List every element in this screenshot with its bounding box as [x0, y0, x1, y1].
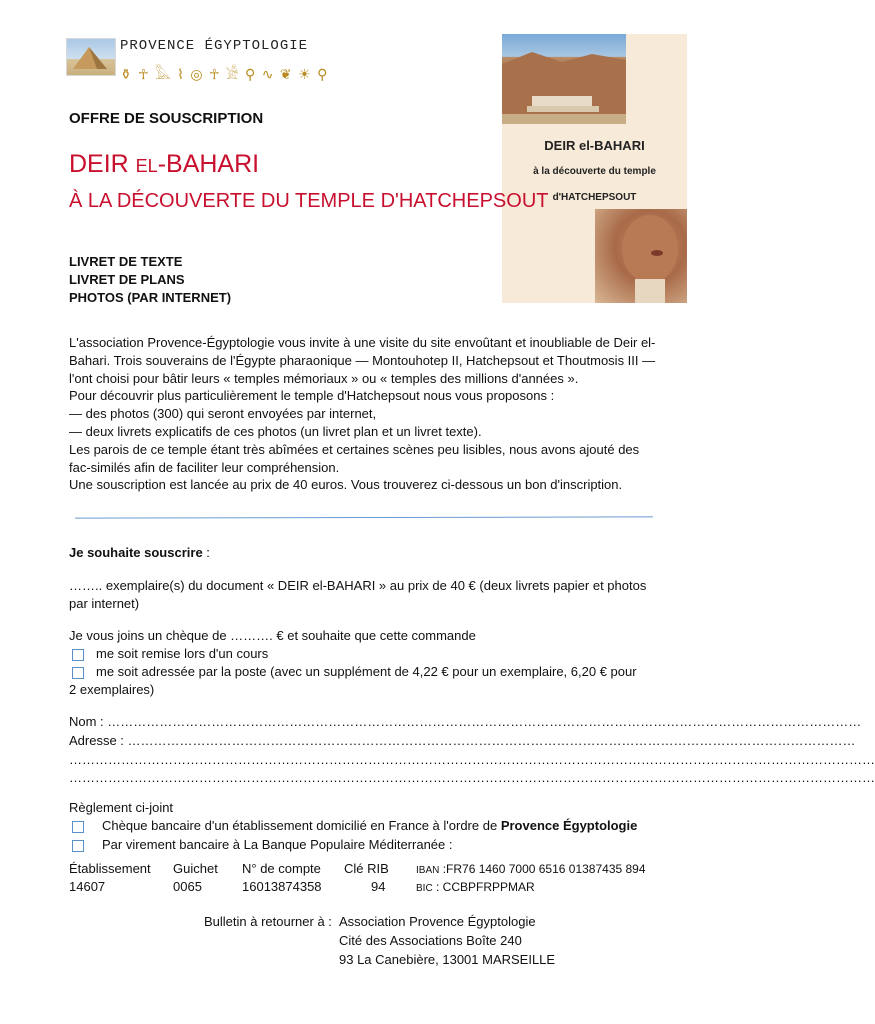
pay-cheque-payee: Provence Égyptologie	[500, 818, 638, 833]
pay-cheque-checkbox[interactable]	[72, 821, 84, 833]
return-address-3: 93 La Canebière, 13001 MARSEILLE	[339, 952, 556, 967]
pay-transfer-label: Par virement bancaire à La Banque Populaire Méditerranée :	[102, 837, 453, 852]
offer-items	[69, 253, 231, 307]
offer-item: PHOTOS (PAR INTERNET)	[69, 290, 232, 305]
cover-subtitle: à la découverte du temple	[533, 166, 656, 177]
iban-value: :FR76 1460 7000 6516 01387435 894	[442, 862, 646, 876]
offer-label: OFFRE DE SOUSCRIPTION	[69, 110, 264, 127]
option-post-row[interactable]	[72, 664, 637, 679]
address-line-2-field[interactable]: ……………………………………………………………………………………………………………………………………………………………………	[69, 752, 875, 767]
offer-item: LIVRET DE PLANS	[69, 272, 185, 287]
bank-value-etablissement: 14607	[69, 879, 106, 894]
bank-header-etablissement: Établissement	[69, 861, 151, 876]
pay-cheque-row[interactable]	[72, 818, 637, 833]
bank-value-compte: 16013874358	[242, 879, 322, 894]
address-field[interactable]: Adresse : ……………………………………………………………………………………………………………………………………………………	[69, 733, 856, 748]
booklet-cover-image	[502, 34, 687, 303]
name-field[interactable]: Nom : …………………………………………………………………………………………………………………………………………………………	[69, 714, 862, 729]
option-post-label: me soit adressée par la poste (avec un supplément de 4,22 € pour un exemplaire, 6,20 € pour	[96, 664, 637, 679]
offer-item: LIVRET DE TEXTE	[69, 254, 183, 269]
pay-cheque-label: Chèque bancaire d'un établissement domicilié en France à l'ordre de	[102, 818, 501, 833]
bank-value-rib: 94	[371, 879, 386, 894]
copies-field[interactable]: …….. exemplaire(s) du document « DEIR el-BAHARI » au prix de 40 € (deux livrets papier et photos par internet)	[69, 578, 647, 611]
paragraph: — deux livrets explicatifs de ces photos (un livret plan et un livret texte).	[69, 423, 482, 439]
bic	[416, 880, 535, 894]
paragraph: Une souscription est lancée au prix de 40 euros. Vous trouverez ci-dessous un bon d'inscription.	[69, 477, 623, 493]
option-pickup-label: me soit remise lors d'un cours	[96, 646, 269, 661]
org-name: PROVENCE ÉGYPTOLOGIE	[120, 38, 309, 54]
bic-label: BIC	[416, 883, 433, 894]
option-pickup-row[interactable]	[72, 646, 268, 661]
bank-value-guichet: 0065	[173, 879, 202, 894]
option-post-checkbox[interactable]	[72, 667, 84, 679]
cover-title: DEIR el-BAHARI	[544, 138, 645, 153]
bank-header-guichet: Guichet	[173, 861, 218, 876]
temple-photo	[502, 34, 626, 124]
bank-header-compte: N° de compte	[242, 861, 321, 876]
subscribe-colon: :	[202, 545, 210, 560]
subscribe-label: Je souhaite souscrire	[69, 545, 203, 560]
bic-value: : CCBPFRPPMAR	[436, 880, 535, 894]
offer-title: DEIR el-BAHARI	[69, 150, 260, 178]
pay-transfer-row[interactable]	[72, 837, 453, 852]
bank-header-rib: Clé RIB	[344, 861, 389, 876]
return-prefix: Bulletin à retourner à :	[204, 914, 332, 929]
paragraph: — des photos (300) qui seront envoyées par internet,	[69, 406, 377, 422]
option-pickup-checkbox[interactable]	[72, 649, 84, 661]
return-address-2: Cité des Associations Boîte 240	[339, 933, 522, 948]
cover-subtitle-2: d'HATCHEPSOUT	[552, 192, 637, 203]
cheque-amount-field[interactable]: Je vous joins un chèque de ………. € et souhaite que cette commande	[69, 628, 476, 643]
hieroglyph-strip: ⚱ ☥ 𓅓 ⌇ ◎ ☥ 𓀀 ⚲ ∿ ❦ ☀ ⚲	[120, 67, 329, 83]
statue-photo	[595, 209, 687, 303]
pay-transfer-checkbox[interactable]	[72, 840, 84, 852]
pyramid-logo-image	[66, 38, 116, 76]
paragraph: L'association Provence-Égyptologie vous invite à une visite du site envoûtant et inoubliable de Deir el-Bahari. Trois souverains de l'Égypte pharaonique — Montouhotep II, Hatchepsout et Thoutmosis III — l'ont choisi pour bâtir leurs « temples mémoriaux » ou « temples des millions d'années ».	[69, 335, 656, 386]
payment-heading: Règlement ci-joint	[69, 800, 174, 815]
divider	[75, 516, 653, 518]
offer-subtitle: À LA DÉCOUVERTE DU TEMPLE D'HATCHEPSOUT	[69, 190, 549, 212]
paragraph: Pour découvrir plus particulièrement le temple d'Hatchepsout nous vous proposons :	[69, 388, 555, 404]
subscribe-heading	[69, 545, 210, 560]
return-address-1: Association Provence Égyptologie	[339, 914, 536, 929]
paragraph: Les parois de ce temple étant très abîmées et certaines scènes peu lisibles, nous avons ajouté des fac-similés afin de faciliter leur compréhension.	[69, 441, 640, 475]
address-line-3-field[interactable]: ……………………………………………………………………………………………………………………………………………………………………	[69, 770, 875, 785]
iban-label: IBAN	[416, 865, 440, 876]
iban	[416, 862, 646, 876]
option-post-label-cont: 2 exemplaires)	[69, 682, 155, 697]
intro-text	[69, 334, 659, 494]
